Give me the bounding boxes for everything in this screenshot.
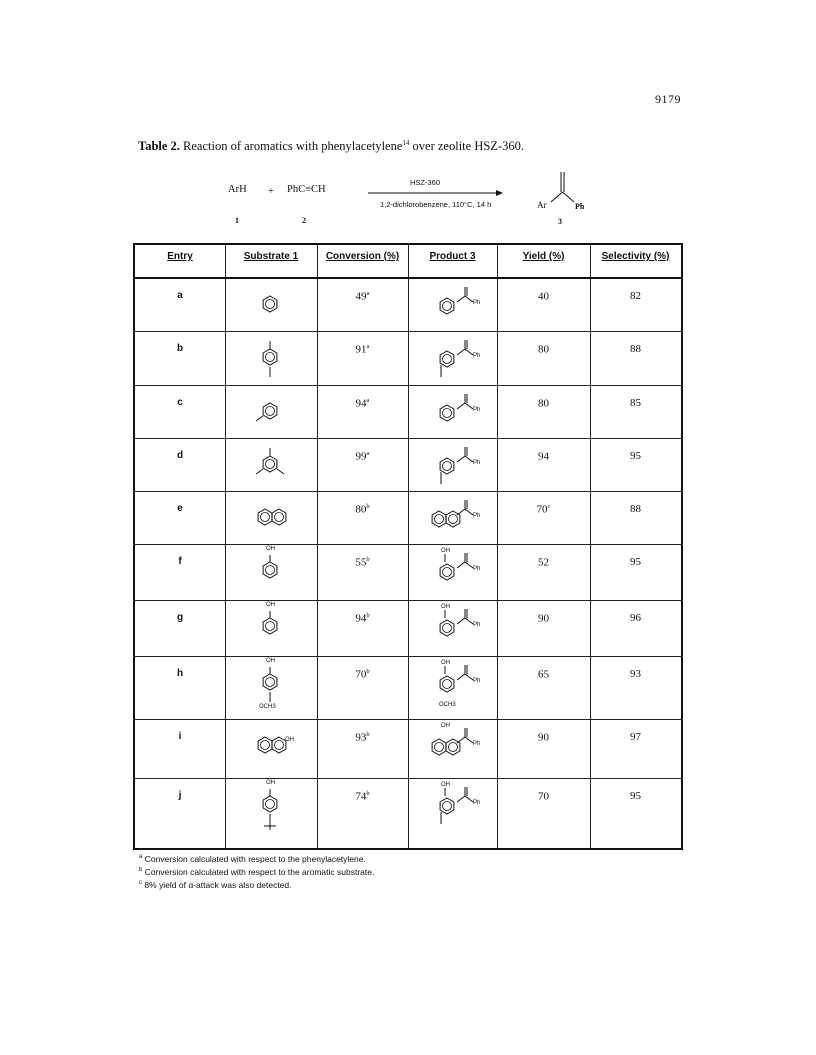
- yield-value: 40: [538, 290, 549, 303]
- substrate-oh-label: OH: [266, 546, 275, 552]
- conversion-cell: [317, 503, 408, 516]
- conversion-cell: [317, 668, 408, 681]
- conversion-cell: [317, 397, 408, 410]
- selectivity-cell: 97: [630, 731, 641, 743]
- benzene-ring-icon: [245, 550, 305, 598]
- results-table: [133, 243, 683, 850]
- caption-text: Reaction of aromatics with phenylacetylene: [183, 139, 403, 154]
- product-ph-label: Ph: [473, 460, 481, 466]
- conversion-cell: [317, 731, 408, 744]
- header-product: Product 3: [429, 251, 476, 262]
- entry-cell: d: [176, 450, 184, 461]
- substrate-structure: [245, 444, 305, 497]
- header-conversion: Conversion (%): [325, 251, 400, 262]
- product-ph-label: Ph: [473, 353, 481, 359]
- footnote-a: $^a$ Conversion calculated with respect to the phenylacetylene.: [139, 853, 366, 864]
- conversion-cell: [317, 612, 408, 625]
- product-ring-icon: [427, 499, 487, 547]
- selectivity-cell: 85: [630, 397, 641, 409]
- conversion-footnote-mark: a: [366, 450, 370, 457]
- product-ring-icon: [427, 286, 487, 334]
- catalyst-label: HSZ-360: [410, 178, 441, 187]
- caption-ref: 14: [402, 139, 410, 147]
- conversion-value: 74: [355, 790, 367, 803]
- table-label: Table 2.: [138, 139, 180, 154]
- yield-value: 70: [538, 790, 549, 803]
- substrate-oh-label: OH: [266, 602, 275, 608]
- entry-cell: j: [178, 790, 182, 801]
- entry-cell: g: [176, 612, 184, 623]
- substrate-och3-label: OCH3: [259, 704, 276, 710]
- conversion-footnote-mark: b: [366, 668, 370, 675]
- substrate-structure: [245, 602, 305, 659]
- entry-cell: e: [177, 503, 183, 514]
- selectivity-cell: 95: [630, 450, 641, 462]
- conversion-cell: [317, 290, 408, 303]
- substrate-structure: [245, 337, 305, 390]
- footnotes: [139, 852, 374, 890]
- reaction-scheme: [225, 170, 645, 240]
- product-och3-label: OCH3: [439, 702, 456, 708]
- label-3: 3: [558, 217, 562, 226]
- product-ring-icon: [427, 786, 487, 834]
- conversion-footnote-mark: b: [366, 731, 370, 738]
- row-divider: [135, 719, 681, 720]
- product-oh-label: OH: [441, 604, 450, 610]
- benzene-ring-icon: [245, 784, 305, 832]
- yield-cell: [497, 668, 590, 681]
- conversion-footnote-mark: a: [366, 343, 370, 350]
- conversion-footnote-mark: b: [366, 790, 370, 797]
- row-divider: [135, 600, 681, 601]
- product-structure: [427, 548, 487, 605]
- selectivity-cell: 88: [630, 343, 641, 355]
- entry-cell: f: [178, 556, 182, 567]
- page-number: 9179: [655, 92, 681, 106]
- column-divider: [408, 245, 409, 848]
- column-divider: [590, 245, 591, 848]
- yield-value: 80: [538, 397, 549, 410]
- conversion-value: 93: [355, 731, 367, 744]
- conversion-footnote-mark: a: [366, 397, 370, 404]
- yield-cell: [497, 612, 590, 625]
- substrate-oh-label: OH: [266, 780, 275, 786]
- substrate-structure: [245, 391, 305, 444]
- selectivity-cell: 82: [630, 290, 641, 302]
- conversion-cell: [317, 450, 408, 463]
- substrate-structure: [245, 658, 305, 715]
- conversion-value: 70: [355, 668, 367, 681]
- substrate-structure: [245, 497, 305, 550]
- entry-cell: b: [176, 343, 184, 354]
- row-divider: [135, 331, 681, 332]
- benzene-ring-icon: [245, 662, 305, 710]
- entry-cell: c: [177, 397, 183, 408]
- product-structure: [427, 782, 487, 839]
- row-divider: [135, 385, 681, 386]
- benzene-ring-icon: [245, 606, 305, 654]
- label-1: 1: [235, 216, 239, 225]
- yield-cell: [497, 790, 590, 803]
- benzene-ring-icon: [245, 725, 305, 773]
- reaction-arrow: [368, 189, 503, 197]
- product-ph-label: Ph: [473, 678, 481, 684]
- entry-cell: i: [178, 731, 182, 742]
- product-structure: [427, 660, 487, 717]
- yield-value: 52: [538, 556, 549, 569]
- plus-sign: +: [268, 186, 274, 197]
- column-divider: [497, 245, 498, 848]
- benzene-ring-icon: [245, 444, 305, 492]
- yield-cell: [497, 731, 590, 744]
- footnote-b: $^b$ Conversion calculated with respect to the aromatic substrate.: [139, 866, 375, 877]
- substrate-oh-label: OH: [285, 737, 294, 743]
- header-entry: Entry: [167, 251, 193, 262]
- yield-value: 70: [536, 503, 548, 516]
- header-divider: [135, 277, 681, 279]
- yield-cell: [497, 556, 590, 569]
- benzene-ring-icon: [245, 497, 305, 545]
- yield-value: 90: [538, 731, 549, 744]
- benzene-ring-icon: [245, 284, 305, 332]
- header-yield: Yield (%): [522, 251, 565, 262]
- yield-value: 90: [538, 612, 549, 625]
- yield-cell: [497, 343, 590, 356]
- row-divider: [135, 544, 681, 545]
- product-ring-icon: [427, 664, 487, 712]
- product-oh-label: OH: [441, 660, 450, 666]
- product-ph-label: Ph: [473, 407, 481, 413]
- product-ph-label: Ph: [473, 300, 481, 306]
- product-ph: Ph: [575, 202, 585, 211]
- yield-cell: [497, 397, 590, 410]
- column-divider: [317, 245, 318, 848]
- row-divider: [135, 438, 681, 439]
- substrate-structure: [245, 284, 305, 337]
- yield-value: 80: [538, 343, 549, 356]
- conversion-footnote-mark: b: [366, 556, 370, 563]
- conversion-value: 55: [355, 556, 367, 569]
- selectivity-cell: 96: [630, 612, 641, 624]
- entry-cell: h: [176, 668, 184, 679]
- conversion-value: 94: [355, 397, 367, 410]
- yield-cell: [497, 290, 590, 303]
- conversion-footnote-mark: b: [366, 612, 370, 619]
- product-oh-label: OH: [441, 782, 450, 788]
- row-divider: [135, 656, 681, 657]
- product-oh-label: OH: [441, 723, 450, 729]
- caption-text-end: over zeolite HSZ-360.: [409, 139, 524, 154]
- conversion-cell: [317, 790, 408, 803]
- reactant-phenylacetylene: PhC≡CH: [287, 184, 326, 195]
- conversion-value: 94: [355, 612, 367, 625]
- yield-footnote-mark: c: [547, 503, 551, 510]
- product-ph-label: Ph: [473, 622, 481, 628]
- conversion-cell: [317, 343, 408, 356]
- substrate-oh-label: OH: [266, 658, 275, 664]
- footnote-c: $^c$ 8% yield of α-attack was also detected.: [139, 879, 292, 890]
- product-structure: [427, 723, 487, 780]
- selectivity-cell: 95: [630, 790, 641, 802]
- conversion-footnote-mark: b: [366, 503, 370, 510]
- substrate-structure: [245, 546, 305, 603]
- yield-cell: [497, 503, 590, 516]
- conversion-value: 80: [355, 503, 367, 516]
- conversion-cell: [317, 556, 408, 569]
- header-substrate: Substrate 1: [243, 251, 299, 262]
- product-ring-icon: [427, 446, 487, 494]
- selectivity-cell: 93: [630, 668, 641, 680]
- row-divider: [135, 778, 681, 779]
- yield-cell: [497, 450, 590, 463]
- product-ar: Ar: [537, 200, 547, 210]
- product-ring-icon: [427, 393, 487, 441]
- product-ph-label: Ph: [473, 800, 481, 806]
- column-divider: [225, 245, 226, 848]
- header-selectivity: Selectivity (%): [601, 251, 670, 262]
- label-2: 2: [302, 216, 306, 225]
- yield-value: 65: [538, 668, 549, 681]
- yield-value: 94: [538, 450, 549, 463]
- selectivity-cell: 88: [630, 503, 641, 515]
- conversion-footnote-mark: a: [366, 290, 370, 297]
- conversion-value: 91: [355, 343, 367, 356]
- benzene-ring-icon: [245, 391, 305, 439]
- product-ring-icon: [427, 552, 487, 600]
- conversion-value: 99: [355, 450, 367, 463]
- selectivity-cell: 95: [630, 556, 641, 568]
- entry-cell: a: [177, 290, 183, 301]
- conditions-label: 1,2-dichlorobenzene, 110°C, 14 h: [380, 200, 492, 209]
- product-ring-icon: [427, 608, 487, 656]
- substrate-structure: [245, 780, 305, 837]
- product-structure: [427, 604, 487, 661]
- conversion-value: 49: [355, 290, 367, 303]
- reactant-arh: ArH: [228, 184, 247, 195]
- product-ph-label: Ph: [473, 513, 481, 519]
- product-ph-label: Ph: [473, 741, 481, 747]
- product-ph-label: Ph: [473, 566, 481, 572]
- row-divider: [135, 491, 681, 492]
- benzene-ring-icon: [245, 337, 305, 385]
- product-ring-icon: [427, 339, 487, 387]
- product-oh-label: OH: [441, 548, 450, 554]
- table-caption: [138, 139, 524, 154]
- product-ring-icon: [427, 727, 487, 775]
- substrate-structure: [245, 725, 305, 778]
